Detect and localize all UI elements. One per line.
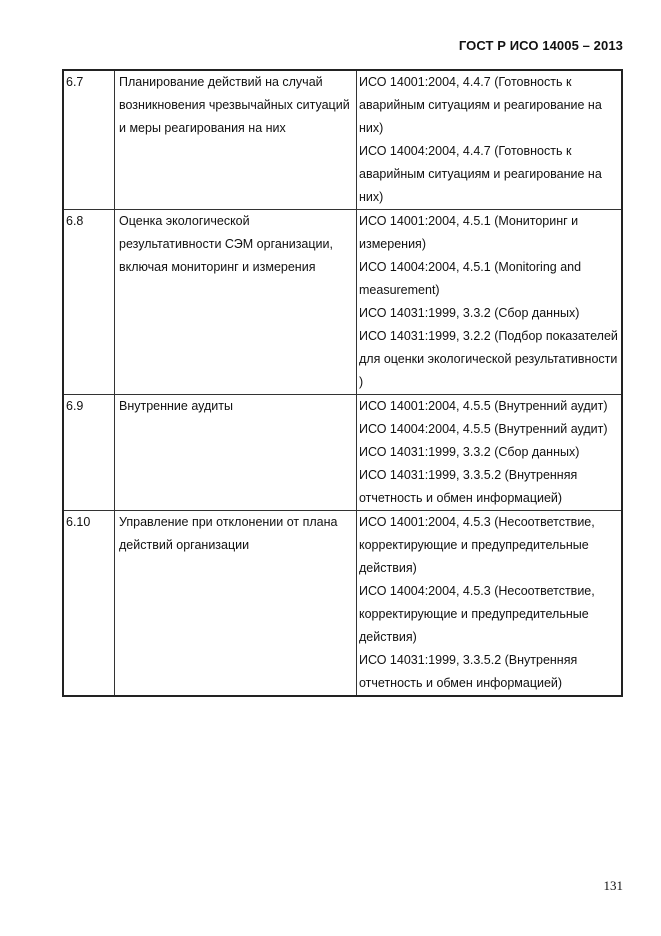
standard-reference: ИСО 14004:2004, 4.5.3 (Несоответствие, корректирующие и предупредительные действия) xyxy=(359,584,595,644)
section-description-cell: Оценка экологической результативности СЭМ организации, включая мониторинг и измерения xyxy=(115,210,357,395)
standard-reference: ИСО 14001:2004, 4.4.7 (Готовность к аварийным ситуациям и реагирование на них) xyxy=(359,75,602,135)
section-number-cell: 6.8 xyxy=(63,210,115,395)
standard-reference: ИСО 14031:1999, 3.3.5.2 (Внутренняя отчетность и обмен информацией) xyxy=(359,653,578,690)
section-number-cell: 6.10 xyxy=(63,511,115,697)
section-description-cell: Планирование действий на случай возникновения чрезвычайных ситуаций и меры реагирования на них xyxy=(115,70,357,210)
section-number-cell: 6.7 xyxy=(63,70,115,210)
standard-reference: ИСО 14004:2004, 4.5.5 (Внутренний аудит) xyxy=(359,422,608,436)
standard-reference: ИСО 14001:2004, 4.5.3 (Несоответствие, корректирующие и предупредительные действия) xyxy=(359,515,595,575)
standard-reference: ИСО 14004:2004, 4.4.7 (Готовность к аварийным ситуациям и реагирование на них) xyxy=(359,144,602,204)
standard-reference: ИСО 14031:1999, 3.3.2 (Сбор данных) xyxy=(359,445,580,459)
standard-references-cell xyxy=(357,210,623,395)
table-row xyxy=(63,395,622,511)
reference-table xyxy=(62,69,623,697)
standard-reference: ИСО 14004:2004, 4.5.1 (Monitoring and measurement) xyxy=(359,260,582,297)
table-row xyxy=(63,70,622,210)
standard-references-cell xyxy=(357,395,623,511)
standard-reference: ИСО 14031:1999, 3.3.5.2 (Внутренняя отчетность и обмен информацией) xyxy=(359,468,578,505)
standard-reference: ИСО 14031:1999, 3.2.2 (Подбор показателей для оценки экологической результативности ) xyxy=(359,329,618,389)
standard-reference: ИСО 14031:1999, 3.3.2 (Сбор данных) xyxy=(359,306,580,320)
standard-reference: ИСО 14001:2004, 4.5.1 (Мониторинг и измерения) xyxy=(359,214,579,251)
page-number: 131 xyxy=(603,878,623,893)
table-row xyxy=(63,511,622,697)
reference-table-body xyxy=(63,70,622,696)
standard-reference: ИСО 14001:2004, 4.5.5 (Внутренний аудит) xyxy=(359,399,608,413)
section-number-cell: 6.9 xyxy=(63,395,115,511)
section-description-cell: Управление при отклонении от плана действий организации xyxy=(115,511,357,697)
standard-references-cell xyxy=(357,70,623,210)
table-row xyxy=(63,210,622,395)
standard-references-cell xyxy=(357,511,623,697)
section-description-cell: Внутренние аудиты xyxy=(115,395,357,511)
document-code-header: ГОСТ Р ИСО 14005 – 2013 xyxy=(458,38,623,53)
